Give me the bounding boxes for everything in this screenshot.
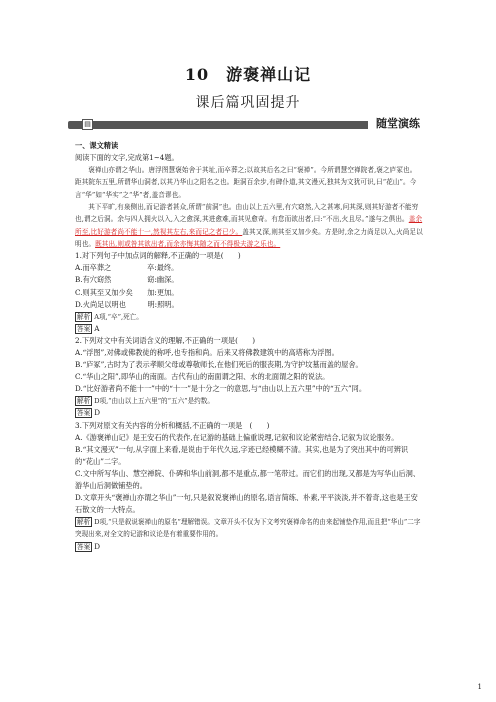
passage-text: 盖其又深,则其至又加少矣。方是时,余之力尚足以入,火尚足以明也。 (75, 227, 423, 248)
answer-row (75, 323, 423, 335)
answer-value: D (94, 541, 100, 551)
section-heading: 一、课文精读 (75, 141, 119, 150)
question-1 (75, 250, 423, 335)
question-2 (75, 335, 423, 420)
answer-value: D (94, 408, 100, 418)
analysis-tag: 解析 (77, 397, 91, 406)
answer-tag: 答案 (77, 409, 91, 418)
question-3 (75, 420, 423, 553)
question-stem: 2.下列对文中有关词语含义的理解,不正确的一项是( ) (75, 335, 256, 345)
option-d: D.火尚足以明也 明:照明。 (75, 299, 179, 309)
option-a: A.《游褒禅山记》是王安石的代表作,在记游的基础上偏重说理,记叙和议论紧密结合,记叙为议论服务。 (75, 432, 399, 442)
passage-text: 其下平旷,有泉侧出,而记游者甚众,所谓“前洞”也。由山以上五六里,有穴窈然,入之甚寒,问其深,则其好游者不能穷也,谓之后洞。余与四人拥火以入,入之愈深,其进愈难,而其见愈奇。有怠而欲出者,曰:“不出,火且尽。”遂与之俱出。 (75, 203, 419, 224)
page-title: 10 游褒禅山记 (184, 65, 312, 84)
document-body (75, 140, 423, 553)
option-c: C.则其至又加少矣 加:更加。 (75, 287, 179, 297)
analysis-text: D项,“由山以上五六里”的“五六”是约数。 (94, 397, 214, 406)
passage-highlight: 盖余所至,比好游者尚不能十一,然视其左右,来而记之者已少。 (75, 215, 423, 236)
banner-label: 随堂演练 (368, 116, 428, 132)
page-number: 1 (477, 683, 482, 691)
book-icon: ▤ (82, 119, 93, 130)
answer-tag: 答案 (77, 324, 91, 333)
question-stem: 1.对下列句子中加点词的解释,不正确的一项是( ) (75, 251, 241, 261)
analysis-row (75, 395, 423, 407)
option-d: D.文章开头“褒禅山亦谓之华山”一句,只是叙说褒禅山的原名,语言简练、朴素,平平淡淡,并不着奇,这也是王安石散文的一大特点。 (75, 493, 418, 515)
answer-value: A (94, 323, 100, 333)
answer-tag: 答案 (77, 542, 91, 551)
answer-row (75, 541, 423, 553)
section-banner (68, 118, 428, 131)
passage-paragraph-1: 褒禅山亦谓之华山。唐浮图慧褒始舍于其址,而卒葬之;以故其后名之曰“褒禅”。今所谓慧空禅院者,褒之庐冢也。距其院东五里,所谓华山洞者,以其乃华山之阳名之也。距洞百余步,有碑仆道,其文漫灭,独其为文犹可识,曰“花山”。今言“华”如“华实”之“华”者,盖音谬也。 (75, 166, 417, 199)
option-a: A.而卒葬之 卒:最终。 (75, 263, 179, 273)
option-c: C.“华山之阳”,即华山的南面。古代有山的南面谓之阳、水的北面谓之阳的说法。 (75, 372, 330, 382)
analysis-row (75, 311, 423, 323)
passage-highlight: 既其出,则或咎其欲出者,而余亦悔其随之而不得极夫游之乐也。 (95, 239, 281, 248)
instruction: 阅读下面的文字,完成第1~4题。 (75, 153, 179, 163)
analysis-row (75, 516, 423, 540)
option-b: B.有穴窈然 窈:幽深。 (75, 275, 179, 285)
analysis-text: D项,“只是叙说褒禅山的原名”理解错误。文章开头不仅为下文考究褒禅命名的由来起铺垫作用,而且把“华山”二字突现出来,对全文的记游和议论是有着重要作用的。 (75, 518, 421, 539)
question-stem: 3.下列对原文有关内容的分析和概括,不正确的一项是 ( ) (75, 420, 270, 430)
option-b: B.“庐冢”,古时为了表示孝顺父母或尊敬师长,在他们死后的服丧期,为守护坟墓而盖的屋舍。 (75, 360, 363, 370)
reading-passage (75, 164, 423, 250)
option-c: C.文中所写华山、慧空禅院、仆碑和华山前洞,都不是重点,都一笔带过。而它们的出现,又都是为写华山后洞、游华山后洞做铺垫的。 (75, 468, 421, 491)
passage-paragraph-2 (75, 201, 423, 250)
option-d: D.“比好游者尚不能十一”中的“十一”是十分之一的意思,与“由山以上五六里”中的“五六”同。 (75, 384, 367, 394)
analysis-tag: 解析 (77, 312, 91, 321)
analysis-text: A项,“卒”,死亡。 (94, 312, 143, 321)
option-b: B.“其文漫灭”一句,从字面上来看,是说由于年代久远,字迹已经模糊不清。其实,也是为了突出其中的可辨识的“花山”二字。 (75, 444, 409, 466)
page-subtitle: 课后篇巩固提升 (195, 95, 301, 111)
analysis-tag: 解析 (77, 518, 91, 527)
option-a: A.“浮图”,对佛或佛教徒的称呼,也专指和尚。后来又将佛教建筑中的高塔称为浮图。 (75, 348, 339, 358)
answer-row (75, 407, 423, 419)
